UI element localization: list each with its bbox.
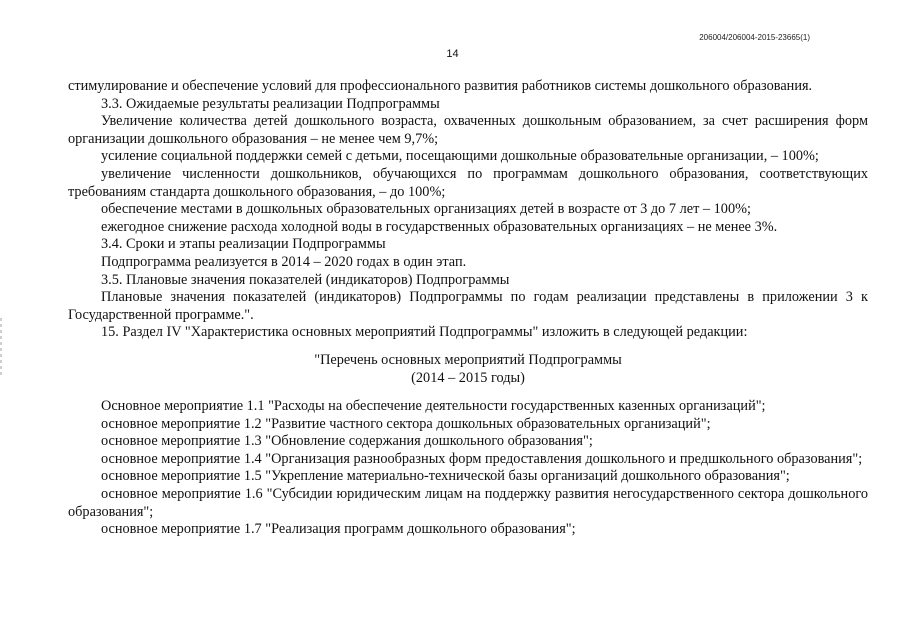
paragraph: Подпрограмма реализуется в 2014 – 2020 годах в один этап. [101,253,467,270]
paragraph: Плановые значения показателей (индикаторов) Подпрограммы по годам реализации представлены в приложении 3 к Государственной программе.". [68,289,868,323]
paragraph: Увеличение количества детей дошкольного возраста, охваченных дошкольным образованием, за счет расширения форм организации дошкольного образования – не менее чем 9,7%; [68,113,868,147]
list-item: Основное мероприятие 1.1 "Расходы на обеспечение деятельности государственных казенных организаций"; [101,398,766,415]
section-heading: 3.3. Ожидаемые результаты реализации Подпрограммы [101,95,440,112]
document-body [68,78,868,539]
scan-edge-mark [0,318,2,376]
measures-list [68,398,868,539]
list-item: основное мероприятие 1.5 "Укрепление материально-технической базы организаций дошкольного образования"; [101,468,790,485]
list-item: основное мероприятие 1.2 "Развитие частного сектора дошкольных образовательных организаций"; [101,415,711,432]
paragraph: 15. Раздел IV "Характеристика основных мероприятий Подпрограммы" изложить в следующей редакции: [101,324,748,341]
list-item: основное мероприятие 1.7 "Реализация программ дошкольного образования"; [101,521,576,538]
paragraph: усиление социальной поддержки семей с детьми, посещающими дошкольные образовательные организации, – 100%; [101,148,819,165]
list-title-line-1: "Перечень основных мероприятий Подпрограммы [314,351,622,368]
paragraph: стимулирование и обеспечение условий для профессионального развития работников системы дошкольного образования. [68,78,813,94]
list-item: основное мероприятие 1.4 "Организация разнообразных форм предоставления дошкольного и предшкольного образования"; [101,450,863,467]
list-title [68,352,868,387]
section-heading: 3.5. Плановые значения показателей (индикаторов) Подпрограммы [101,271,510,288]
list-item: основное мероприятие 1.3 "Обновление содержания дошкольного образования"; [101,433,593,450]
page-number: 14 [446,48,459,60]
list-title-line-2: (2014 – 2015 годы) [411,369,525,386]
paragraph: обеспечение местами в дошкольных образовательных организациях детей в возрасте от 3 до 7 лет – 100%; [101,201,751,218]
list-item: основное мероприятие 1.6 "Субсидии юридическим лицам на поддержку развития негосударственного сектора дошкольного образования"; [68,486,868,520]
document-id: 206004/206004-2015-23665(1) [699,33,810,42]
paragraph: увеличение численности дошкольников, обучающихся по программам дошкольного образования, соответствующих требованиям стандарта дошкольного образования, – до 100%; [68,165,868,200]
section-heading: 3.4. Сроки и этапы реализации Подпрограммы [101,236,386,253]
paragraph: ежегодное снижение расхода холодной воды в государственных образовательных организациях – не менее 3%. [101,218,778,235]
